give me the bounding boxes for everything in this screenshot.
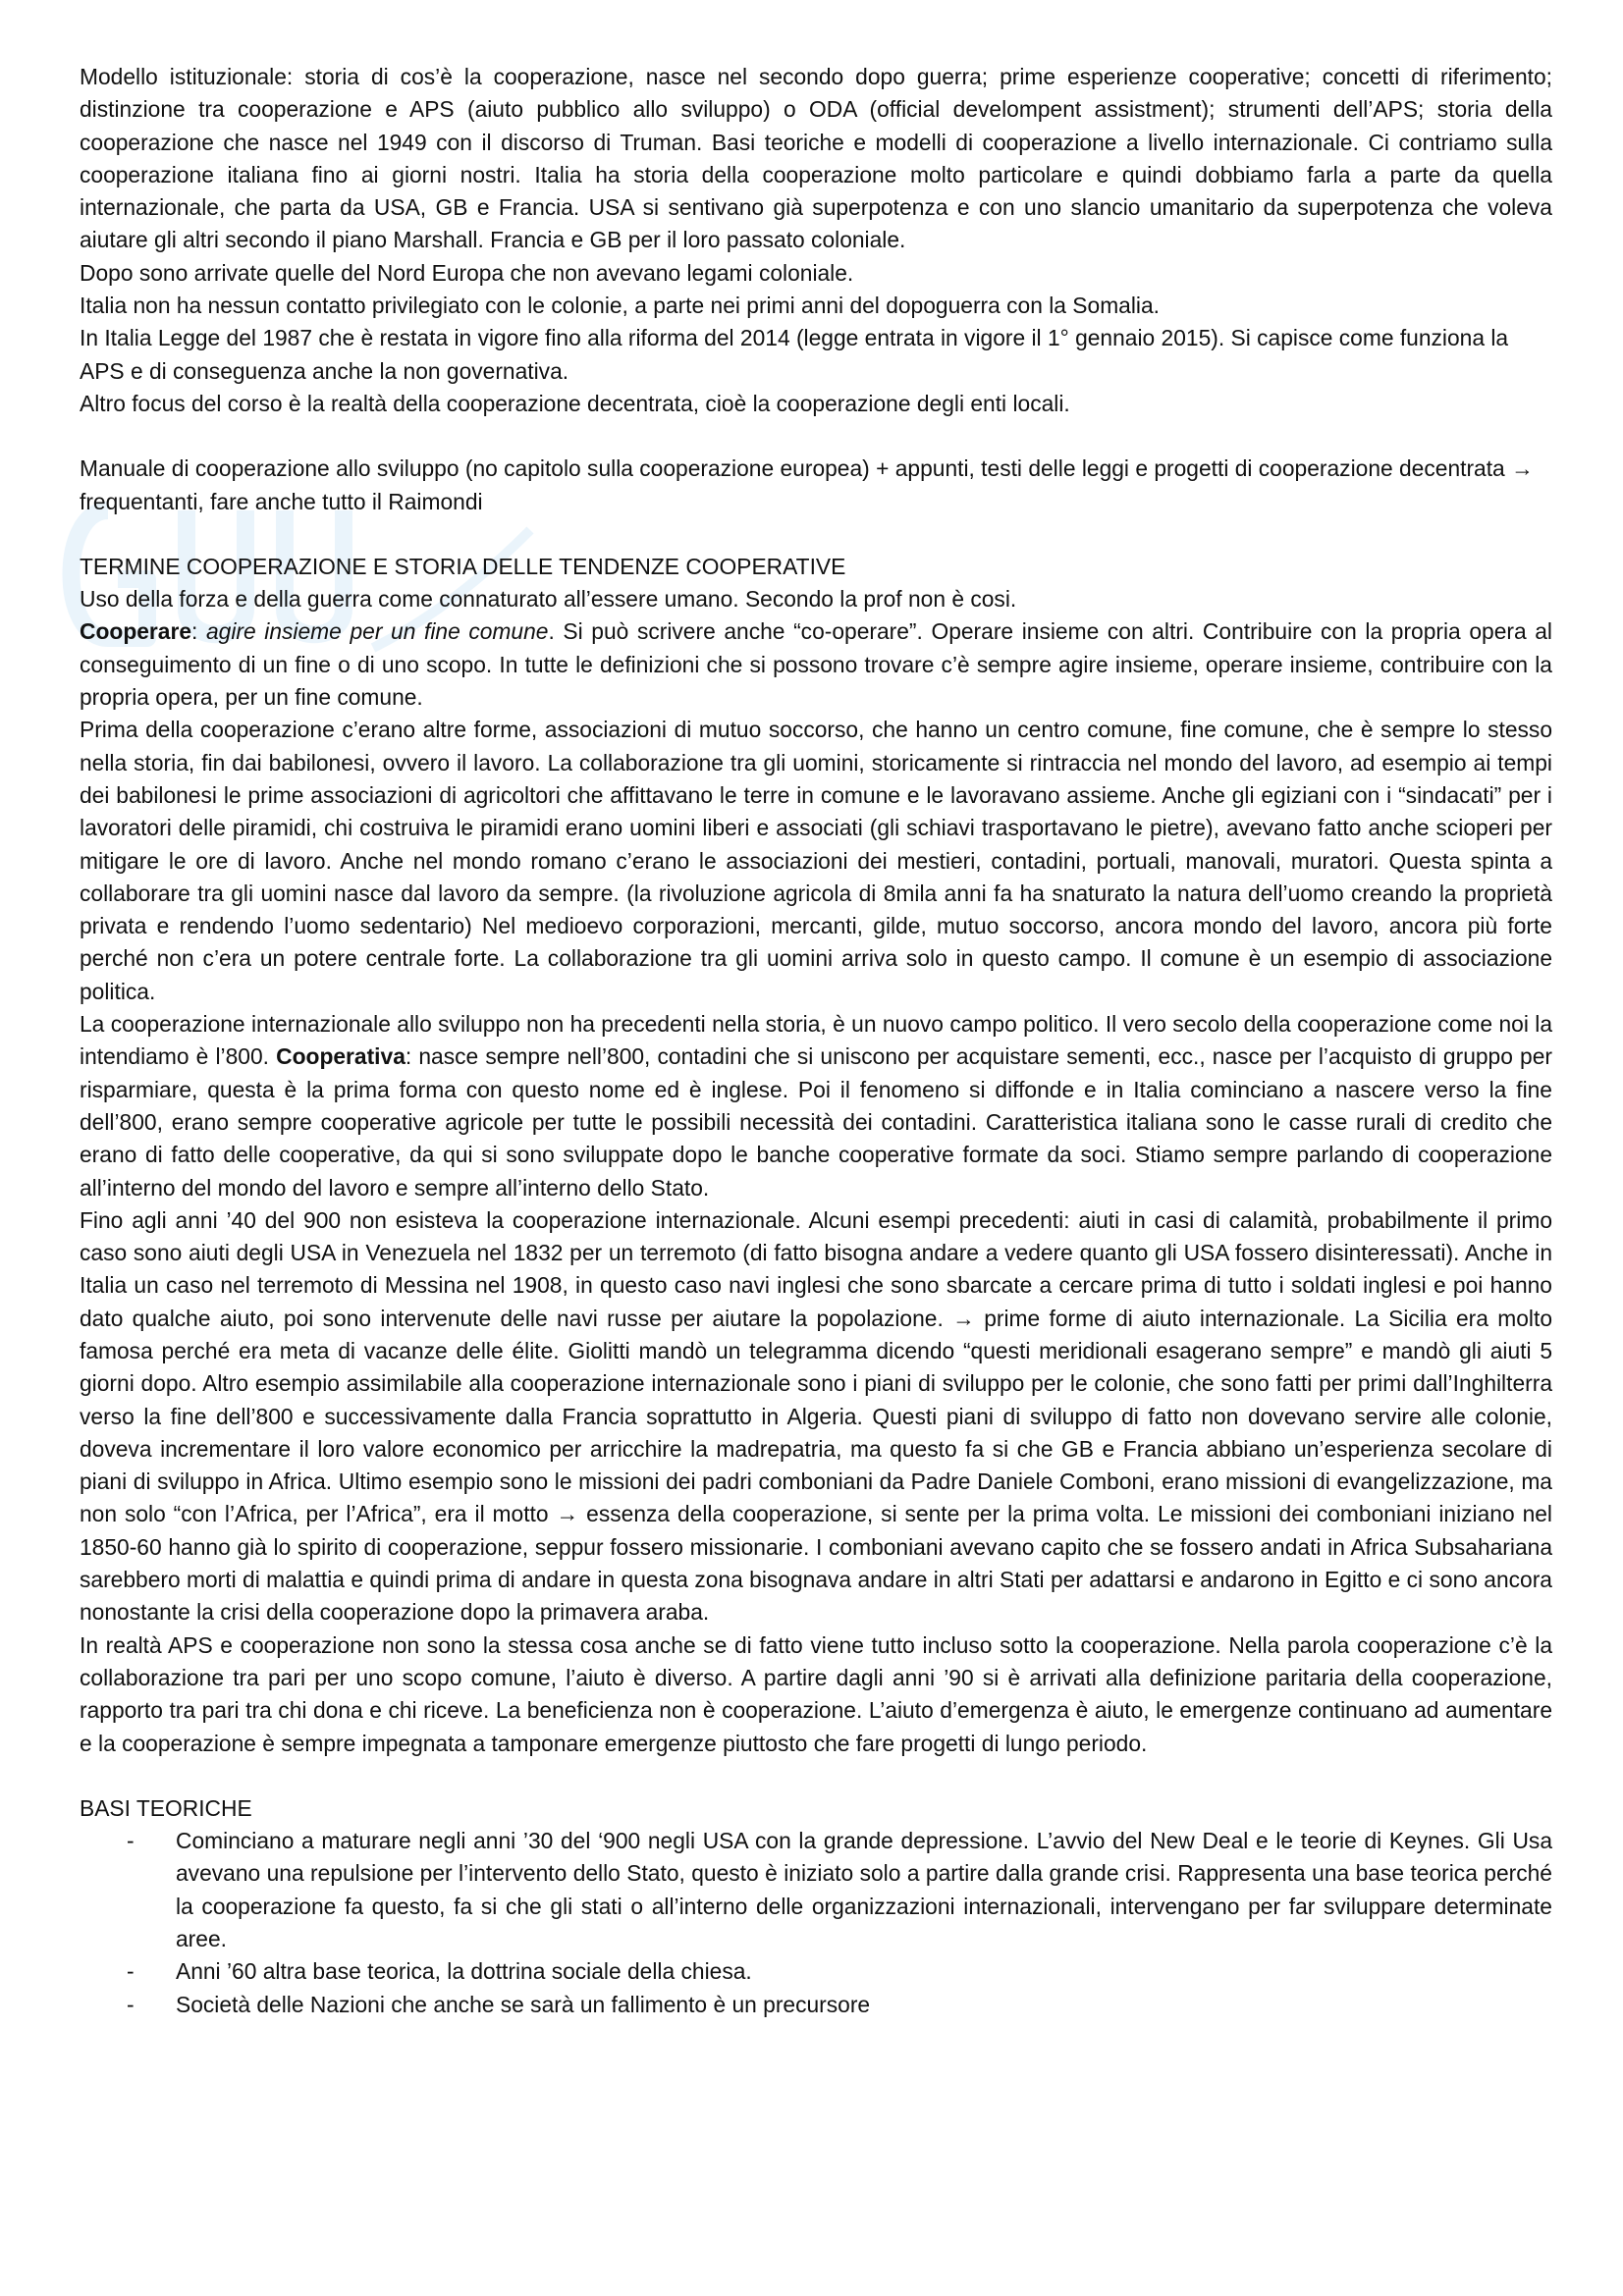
section-heading-basi-teoriche: BASI TEORICHE (80, 1794, 252, 1821)
list-item: - Cominciano a maturare negli anni ’30 del ‘900 negli USA con la grande depressione. L’avvio del New Deal e le teorie di Keynes. Gli Usa avevano una repulsione per l’intervento dello Stato, questo è iniziato solo a partire dalla grande crisi. Rappresenta una base teorica perché la cooperazione fa questo, fa si che gli stati o all’interno delle organizzazioni internazionali, intervengano per far sviluppare determinate aree. (176, 1825, 1552, 1955)
paragraph-fino: Fino agli anni ’40 del 900 non esisteva la cooperazione internazionale. Alcuni esempi precedenti: aiuti in casi di calamità, probabilmente il primo caso sono aiuti degli USA in Venezuela nel 1832 per un terremoto (di fatto bisogna andare a vedere quanto gli USA fossero disinteressati). Anche in Italia un caso nel terremoto di Messina nel 1908, in questo caso navi inglesi che sono sbarcate a cercare prima di tutto i soldati inglesi e poi hanno dato qualche aiuto, poi sono intervenute delle navi russe per aiutare la popolazione. → prime forme di aiuto internazionale. La Sicilia era molto famosa perché era meta di vacanze delle élite. Giolitti mandò un telegramma dicendo “questi meridionali esagerano sempre” e mandò gli aiuti 5 giorni dopo. Altro esempio assimilabile alla cooperazione internazionale sono i piani di sviluppo per le colonie, che sono fatti per primi dall’Inghilterra verso la fine dell’800 e successivamente dalla Francia soprattutto in Algeria. Questi piani di sviluppo di fatto non dovevano servire alle colonie, doveva incrementare il loro valore economico per arricchire la madrepatria, ma questo fa si che GB e Francia abbiano un’esperienza secolare di piani di sviluppo in Africa. Ultimo esempio sono le missioni dei padri comboniani da Padre Daniele Comboni, erano missioni di evangelizzazione, ma non solo “con l’Africa, per l’Africa”, era il motto → essenza della cooperazione, si sente per la prima volta. Le missioni dei comboniani iniziano nel 1850-60 hanno già lo spirito di cooperazione, seppur fossero missionarie. I comboniani avevano capito che se fossero andati in Africa Subsahariana sarebbero morti di malattia e quindi prima di andare in questa zona bisognava andare in altri Stati per adattarsi e andarono in Egitto e ci sono ancora nonostante la crisi della cooperazione dopo la primavera araba. (80, 1206, 1552, 1626)
term-cooperativa: Cooperativa (276, 1043, 406, 1070)
term-cooperare: Cooperare (80, 618, 192, 645)
basi-teoriche-list (80, 1825, 1552, 2021)
paragraph-line: Uso della forza e della guerra come connaturato all’essere umano. Secondo la prof non è cosi. (80, 586, 1017, 613)
intro-line: Italia non ha nessun contatto privilegiato con le colonie, a parte nei primi anni del dopoguerra con la Somalia. (80, 293, 1161, 319)
manual-note: Manuale di cooperazione allo sviluppo (no capitolo sulla cooperazione europea) + appunti, testi delle leggi e progetti di cooperazione decentrata → frequentanti, fare anche tutto il Raimondi (80, 455, 1534, 514)
intro-line: Dopo sono arrivate quelle del Nord Europa che non avevano legami coloniale. (80, 259, 854, 286)
paragraph-realta: In realtà APS e cooperazione non sono la stessa cosa anche se di fatto viene tutto incluso sotto la cooperazione. Nella parola cooperazione c’è la collaborazione tra pari per uno scopo comune, l’aiuto è diverso. A partire dagli anni ’90 si è arrivati alla definizione paritaria della cooperazione, rapporto tra pari tra chi dona e chi riceve. La beneficienza non è cooperazione. L’aiuto d’emergenza è aiuto, le emergenze continuano ad aumentare e la cooperazione è sempre impegnata a tamponare emergenze piuttosto che fare progetti di lungo periodo. (80, 1631, 1552, 1756)
list-item: - Società delle Nazioni che anche se sarà un fallimento è un precursore (176, 1989, 1552, 2021)
definition-cooperare: agire insieme per un fine comune (205, 618, 549, 645)
list-item: - Anni ’60 altra base teorica, la dottrina sociale della chiesa. (176, 1955, 1552, 1988)
section-heading-cooperazione: TERMINE COOPERAZIONE E STORIA DELLE TENDENZE COOPERATIVE (80, 553, 846, 579)
intro-line: In Italia Legge del 1987 che è restata in vigore fino alla riforma del 2014 (legge entrata in vigore il 1° gennaio 2015). Si capisce come funziona la APS e di conseguenza anche la non governativa. (80, 325, 1509, 384)
paragraph-cooperativa: La cooperazione internazionale allo sviluppo non ha precedenti nella storia, è un nuovo campo politico. Il vero secolo della cooperazione come noi la intendiamo è l’800. Cooperativa: nasce sempre nell’800, contadini che si uniscono per acquistare sementi, ecc., nasce per l’acquisto di gruppo per risparmiare, questa è la prima forma con questo nome ed è inglese. Poi il fenomeno si diffonde e in Italia cominciano a nascere verso la fine dell’800, erano sempre cooperative agricole per tutte le possibili necessità dei contadini. Caratteristica italiana sono le casse rurali di credito che erano di fatto delle cooperative, da qui si sono sviluppate dopo le banche cooperative formate da soci. Stiamo sempre parlando di cooperazione all’interno del mondo del lavoro e sempre all’interno dello Stato. (80, 1011, 1552, 1201)
intro-paragraph: Modello istituzionale: storia di cos’è la cooperazione, nasce nel secondo dopo guerra; prime esperienze cooperative; concetti di riferimento; distinzione tra cooperazione e APS (aiuto pubblico allo sviluppo) o ODA (official develompent assistment); strumenti dell’APS; storia della cooperazione che nasce nel 1949 con il discorso di Truman. Basi teoriche e modelli di cooperazione a livello internazionale. Ci contriamo sulla cooperazione italiana fino ai giorni nostri. Italia ha storia della cooperazione molto particolare e quindi dobbiamo farla a parte da quella internazionale, che parta da USA, GB e Francia. USA si sentivano già superpotenza e con uno slancio umanitario da superpotenza che voleva aiutare gli altri secondo il piano Marshall. Francia e GB per il loro passato coloniale. (80, 64, 1552, 253)
intro-line: Altro focus del corso è la realtà della cooperazione decentrata, cioè la cooperazione degli enti locali. (80, 390, 1070, 416)
paragraph-prima: Prima della cooperazione c’erano altre forme, associazioni di mutuo soccorso, che hanno un centro comune, fine comune, che è sempre lo stesso nella storia, fin dai babilonesi, ovvero il lavoro. La collaborazione tra gli uomini, storicamente si rintraccia nel mondo del lavoro, ad esempio ai tempi dei babilonesi le prime associazioni di agricoltori che affittavano le terre in comune e le lavoravano assieme. Anche gli egiziani con i “sindacati” per i lavoratori delle piramidi, chi costruiva le piramidi erano uomini liberi e associati (gli schiavi trasportavano le pietre), avevano fatto anche scioperi per mitigare le ore di lavoro. Anche nel mondo romano c’erano le associazioni dei mestieri, contadini, portuali, manovali, muratori. Questa spinta a collaborare tra gli uomini nasce dal lavoro da sempre. (la rivoluzione agricola di 8mila anni fa ha snaturato la natura dell’uomo creando la proprietà privata e rendendo l’uomo sedentario) Nel medioevo corporazioni, mercanti, gilde, mutuo soccorso, ancora mondo del lavoro, ancora più forte perché non c’era un potere centrale forte. La collaborazione tra gli uomini arriva solo in questo campo. Il comune è un esempio di associazione politica. (80, 717, 1552, 1004)
paragraph-cooperare: Cooperare: agire insieme per un fine comune. Si può scrivere anche “co-operare”. Operare insieme con altri. Contribuire con la propria opera al conseguimento di un fine o di uno scopo. In tutte le definizioni che si possono trovare c’è sempre agire insieme, operare insieme, contribuire con la propria opera, per un fine comune. (80, 618, 1553, 711)
document-body (80, 61, 1552, 2021)
